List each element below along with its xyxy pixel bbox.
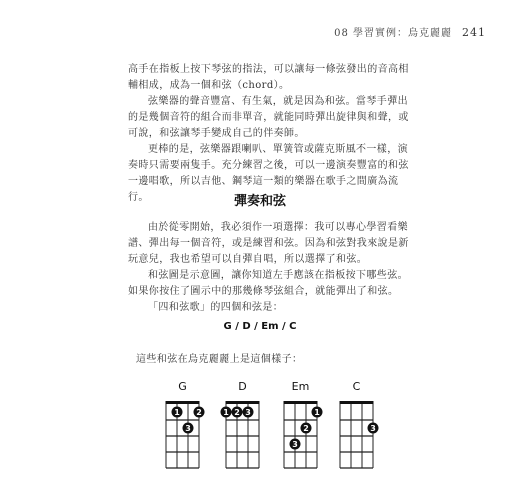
finger-number: 1	[314, 408, 320, 417]
nut	[284, 401, 318, 404]
page-number: 241	[462, 26, 486, 39]
finger-number: 3	[292, 440, 298, 449]
paragraph-6: 「四和弦歌」的四個和弦是：	[148, 302, 284, 313]
paragraph-5: 和弦圖是示意圖，讓你知道左手應該在指板按下哪些弦。如果你按住了圖示中的那幾條琴弦組合，就能彈出了和弦。	[128, 270, 408, 297]
nut	[226, 401, 260, 404]
paragraph-4: 由於從零開始，我必須作一項選擇：我可以專心學習看樂譜、彈出每一個音符，或是練習和弦。因為和弦對我來說是新玩意兒，我也希望可以自彈自唱，所以選擇了和弦。	[128, 222, 409, 265]
chord-diagram-c	[340, 380, 379, 468]
nut	[340, 401, 374, 404]
finger-number: 3	[370, 424, 376, 433]
chord-intro-text: 這些和弦在烏克麗麗上是這個樣子：	[136, 354, 303, 365]
nut	[166, 401, 200, 404]
paragraph-3: 更棒的是，弦樂器跟喇叭、單簧管或薩克斯風不一樣，演奏時只需要兩隻手。充分練習之後，可以一邊演奏豐富的和弦一邊唱歌，所以吉他、鋼琴這一類的樂器在歌手之間廣為流行。	[128, 144, 409, 203]
chapter-title: 08 學習實例：烏克麗麗	[334, 28, 452, 39]
section-title: 彈奏和弦	[233, 194, 286, 209]
body-text-top	[128, 62, 418, 206]
finger-number: 2	[234, 408, 240, 417]
chord-name: C	[352, 380, 361, 393]
paragraph-2: 弦樂器的聲音豐富、有生氣，就是因為和弦。當琴手彈出的是幾個音符的組合而非單音，就能同時彈出旋律與和聲，或可說，和弦讓琴手變成自己的伴奏師。	[128, 96, 409, 139]
chord-diagram-em	[284, 380, 323, 468]
chord-diagram-d	[221, 380, 260, 468]
chord-sequence: G / D / Em / C	[223, 321, 297, 332]
finger-number: 3	[185, 424, 191, 433]
chord-name: Em	[291, 380, 310, 393]
chord-name: G	[178, 380, 187, 393]
finger-number: 1	[223, 408, 229, 417]
body-text-bottom	[128, 220, 418, 316]
page-header	[334, 24, 486, 39]
chord-name: D	[238, 380, 247, 393]
chord-diagram-g	[166, 380, 205, 468]
finger-number: 2	[196, 408, 202, 417]
finger-number: 2	[303, 424, 309, 433]
chord-diagrams	[0, 370, 520, 500]
finger-number: 1	[174, 408, 180, 417]
finger-number: 3	[245, 408, 251, 417]
paragraph-1: 高手在指板上按下琴弦的指法，可以讓每一條弦發出的音高相輔相成，成為一個和弦（chord）。	[128, 64, 409, 91]
